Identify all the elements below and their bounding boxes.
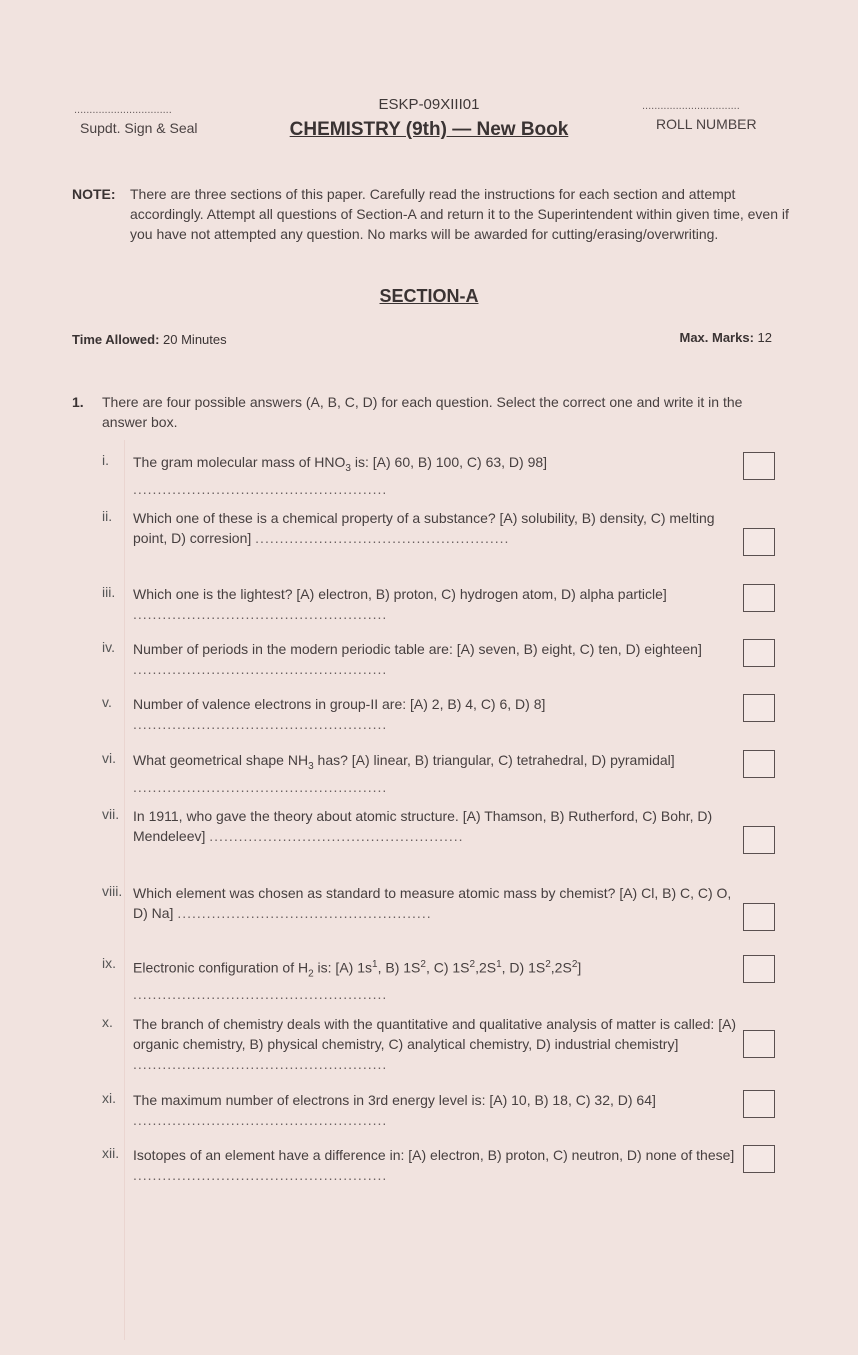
- mcq-number: i.: [102, 452, 109, 468]
- page-fold: [124, 440, 125, 1340]
- mcq-text: The maximum number of electrons in 3rd energy level is: [A) 10, B) 18, C) 32, D) 64] ....................................................: [133, 1092, 656, 1128]
- roll-number-line: ................................: [642, 100, 740, 112]
- mcq-number: ii.: [102, 508, 113, 524]
- paper-code: ESKP-09XIII01: [378, 96, 480, 113]
- mcq-text: Electronic configuration of $H_2$ is: [A) $1s^1$, B) $1S^2$, C) $1S^2,2S^1$, D) $1S^2,2S^2$] ....................................................: [133, 959, 582, 1003]
- max-marks: [679, 330, 772, 345]
- marks-value: 12: [757, 330, 772, 345]
- roll-number-label: ROLL NUMBER: [656, 116, 757, 132]
- mcq-text: In 1911, who gave the theory about atomic structure. [A) Thamson, B) Rutherford, C) Bohr, D) Mendeleev] ....................................................: [133, 808, 713, 844]
- note-text: There are three sections of this paper. Carefully read the instructions for each section and attempt accordingly. Attempt all questions of Section-A and return it to the Superintendent within given time, even if you have not attempted any question. No marks will be awarded for cutting/erasing/overwriting.: [130, 186, 789, 242]
- mcq-number: x.: [102, 1014, 113, 1030]
- mcq-number: v.: [102, 694, 112, 710]
- mcq-text: Number of valence electrons in group-II are: [A) 2, B) 4, C) 6, D) 8] ....................................................: [133, 696, 546, 732]
- answer-box[interactable]: [743, 903, 775, 931]
- mcq-text: Which one is the lightest? [A) electron, B) proton, C) hydrogen atom, D) alpha particle] ....................................................: [133, 586, 667, 622]
- time-label: Time Allowed:: [72, 332, 160, 347]
- answer-box[interactable]: [743, 1090, 775, 1118]
- question-number: 1.: [72, 394, 84, 410]
- answer-box[interactable]: [743, 639, 775, 667]
- supdt-sign-label: Supdt. Sign & Seal: [80, 120, 198, 136]
- supdt-sign-line: ................................: [74, 104, 172, 116]
- note-label: NOTE:: [72, 186, 116, 202]
- mcq-number: vi.: [102, 750, 116, 766]
- mcq-text: Number of periods in the modern periodic table are: [A) seven, B) eight, C) ten, D) eighteen] ....................................................: [133, 641, 702, 677]
- answer-box[interactable]: [743, 694, 775, 722]
- mcq-number: vii.: [102, 806, 120, 822]
- mcq-number: ix.: [102, 955, 116, 971]
- answer-box[interactable]: [743, 528, 775, 556]
- paper-title: CHEMISTRY (9th) — New Book: [289, 119, 569, 140]
- mcq-text: Which element was chosen as standard to measure atomic mass by chemist? [A) Cl, B) C, C) O, D) Na] ....................................................: [133, 885, 732, 921]
- mcq-text: The gram molecular mass of $HNO_3$ is: [A) 60, B) 100, C) 63, D) 98] ....................................................: [133, 454, 548, 497]
- mcq-number: viii.: [102, 883, 123, 899]
- answer-box[interactable]: [743, 826, 775, 854]
- answer-box[interactable]: [743, 750, 775, 778]
- section-title: SECTION-A: [379, 286, 479, 306]
- answer-box[interactable]: [743, 1030, 775, 1058]
- mcq-number: iii.: [102, 584, 116, 600]
- marks-label: Max. Marks:: [679, 330, 754, 345]
- mcq-number: xii.: [102, 1145, 120, 1161]
- answer-box[interactable]: [743, 1145, 775, 1173]
- question-text: There are four possible answers (A, B, C, D) for each question. Select the correct one and write it in the answer box.: [102, 394, 743, 430]
- mcq-text: The branch of chemistry deals with the quantitative and qualitative analysis of matter is called: [A) organic chemistry, B) physical chemistry, C) analytical chemistry, D) industrial chemistry] ....................................................: [133, 1016, 737, 1072]
- time-allowed: [72, 332, 227, 347]
- answer-box[interactable]: [743, 955, 775, 983]
- mcq-number: iv.: [102, 639, 115, 655]
- time-value: 20 Minutes: [163, 332, 227, 347]
- mcq-text: What geometrical shape $NH_3$ has? [A) linear, B) triangular, C) tetrahedral, D) pyramidal] ....................................................: [133, 752, 675, 795]
- mcq-text: Isotopes of an element have a difference in: [A) electron, B) proton, C) neutron, D) none of these] ....................................................: [133, 1147, 735, 1183]
- answer-box[interactable]: [743, 452, 775, 480]
- mcq-number: xi.: [102, 1090, 116, 1106]
- mcq-text: Which one of these is a chemical property of a substance? [A) solubility, B) density, C) melting point, D) corresion] ....................................................: [133, 510, 715, 546]
- answer-box[interactable]: [743, 584, 775, 612]
